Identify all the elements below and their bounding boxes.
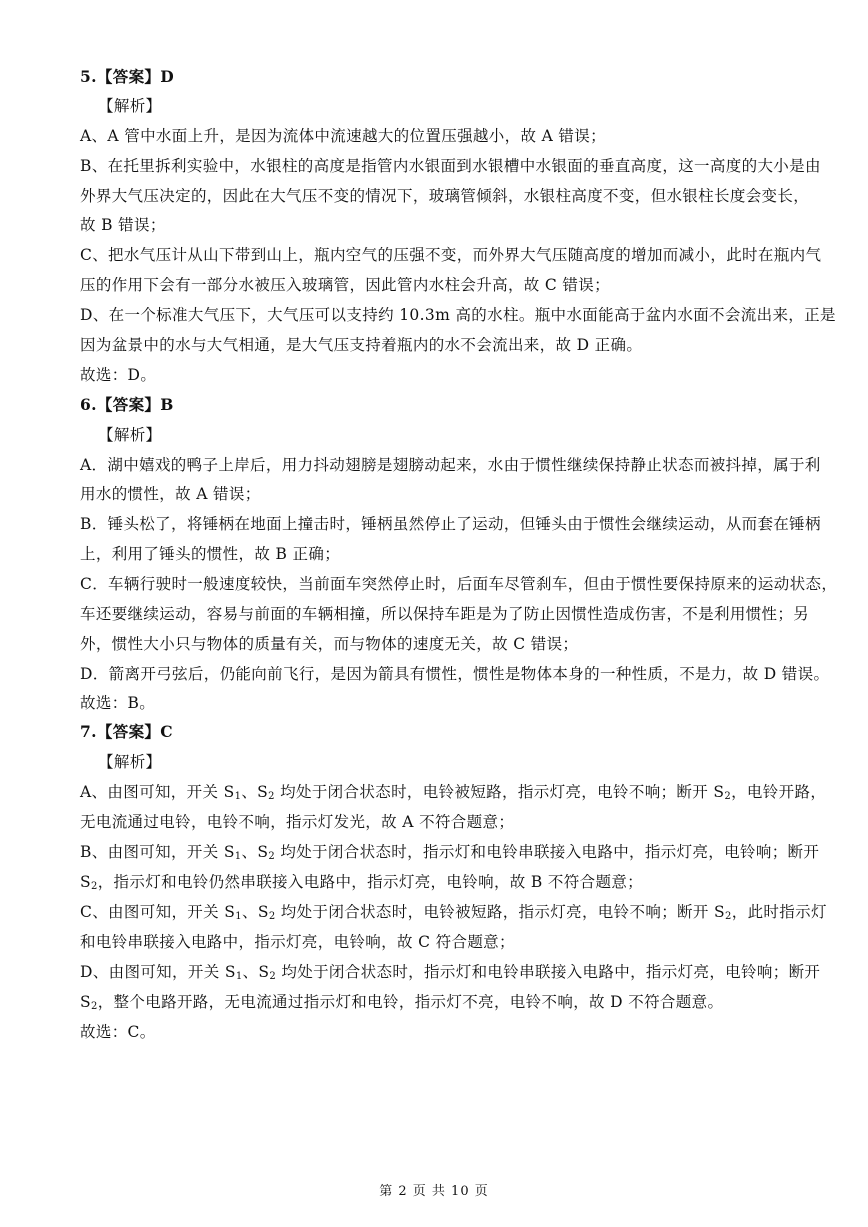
q7-line-b1: B、由图可知，开关 $S_1$、$S_2$ 均处于闭合状态时，指示灯和电铃串联接入电路中，指示灯亮，电铃响；断开 <box>80 843 820 862</box>
q7-line-d1: D、由图可知，开关 $S_1$、$S_2$ 均处于闭合状态时，指示灯和电铃串联接入电路中，指示灯亮，电铃响；断开 <box>80 963 821 982</box>
q7-heading: 7.【答案】C <box>80 722 173 741</box>
q6-choice: 故选：B。 <box>80 694 156 712</box>
q7-choice: 故选：C。 <box>80 1023 156 1041</box>
q7-line-c2: 和电铃串联接入电路中，指示灯亮，电铃响，故 C 符合题意； <box>80 933 515 951</box>
q5-line-1: A、A 管中水面上升，是因为流体中流速越大的位置压强越小，故 A 错误； <box>80 127 606 145</box>
q6-line-2: 用水的惯性，故 A 错误； <box>80 485 261 503</box>
page-footer: 第 2 页 共 10 页 <box>379 1184 489 1199</box>
q7-line-a2: 无电流通过电铃，电铃不响，指示灯发光，故 A 不符合题意； <box>80 813 515 831</box>
q6-line-3: B．锤头松了，将锤柄在地面上撞击时，锤柄虽然停止了运动，但锤头由于惯性会继续运动，从而套在锤柄 <box>80 515 821 533</box>
q7-line-c1: C、由图可知，开关 $S_1$、$S_2$ 均处于闭合状态时，电铃被短路，指示灯亮，电铃不响；断开 $S_2$，此时指示灯 <box>80 903 827 922</box>
q5-analysis-label: 【解析】 <box>98 97 162 115</box>
q6-line-4: 上，利用了锤头的惯性，故 B 正确； <box>80 545 341 563</box>
q5-choice: 故选：D。 <box>80 366 157 384</box>
q5-line-7: D、在一个标准大气压下，大气压可以支持约 10.3m 高的水柱。瓶中水面能高于盆内水面不会流出来，正是 <box>80 306 836 324</box>
q7-line-b2: $S_2$，指示灯和电铃仍然串联接入电路中，指示灯亮，电铃响，故 B 不符合题意； <box>80 873 644 892</box>
q7-line-a1: A、由图可知，开关 $S_1$、$S_2$ 均处于闭合状态时，电铃被短路，指示灯亮，电铃不响；断开 $S_2$，电铃开路， <box>80 783 827 802</box>
q5-line-4: 故 B 错误； <box>80 216 166 234</box>
q5-line-8: 因为盆景中的水与大气相通，是大气压支持着瓶内的水不会流出来，故 D 正确。 <box>80 336 643 354</box>
q5-line-6: 压的作用下会有一部分水被压入玻璃管，因此管内水柱会升高，故 C 错误； <box>80 276 610 294</box>
q6-line-1: A．湖中嬉戏的鸭子上岸后，用力抖动翅膀是翅膀动起来，水由于惯性继续保持静止状态而被抖掉，属于利 <box>80 456 821 474</box>
q7-line-d2: $S_2$，整个电路开路，无电流通过指示灯和电铃，指示灯不亮，电铃不响，故 D 不符合题意。 <box>80 993 724 1012</box>
q6-line-8: D．箭离开弓弦后，仍能向前飞行，是因为箭具有惯性，惯性是物体本身的一种性质，不是力，故 D 错误。 <box>80 665 830 683</box>
q6-heading: 6.【答案】B <box>80 395 174 414</box>
q6-line-6: 车还要继续运动，容易与前面的车辆相撞，所以保持车距是为了防止因惯性造成伤害，不是利用惯性；另 <box>80 605 810 623</box>
q6-line-7: 外，惯性大小只与物体的质量有关，而与物体的速度无关，故 C 错误； <box>80 635 579 653</box>
q6-analysis-label: 【解析】 <box>98 426 162 444</box>
q5-line-3: 外界大气压决定的，因此在大气压不变的情况下，玻璃管倾斜，水银柱高度不变，但水银柱长度会变长， <box>80 187 810 205</box>
q7-analysis-label: 【解析】 <box>98 753 162 771</box>
q5-line-2: B、在托里拆利实验中，水银柱的高度是指管内水银面到水银槽中水银面的垂直高度，这一高度的大小是由 <box>80 157 821 175</box>
q5-line-5: C、把水气压计从山下带到山上，瓶内空气的压强不变，而外界大气压随高度的增加而减小，此时在瓶内气 <box>80 246 822 264</box>
q6-line-5: C．车辆行驶时一般速度较快，当前面车突然停止时，后面车尽管刹车，但由于惯性要保持原来的运动状态， <box>80 575 838 593</box>
q5-heading: 5.【答案】D <box>80 67 175 86</box>
